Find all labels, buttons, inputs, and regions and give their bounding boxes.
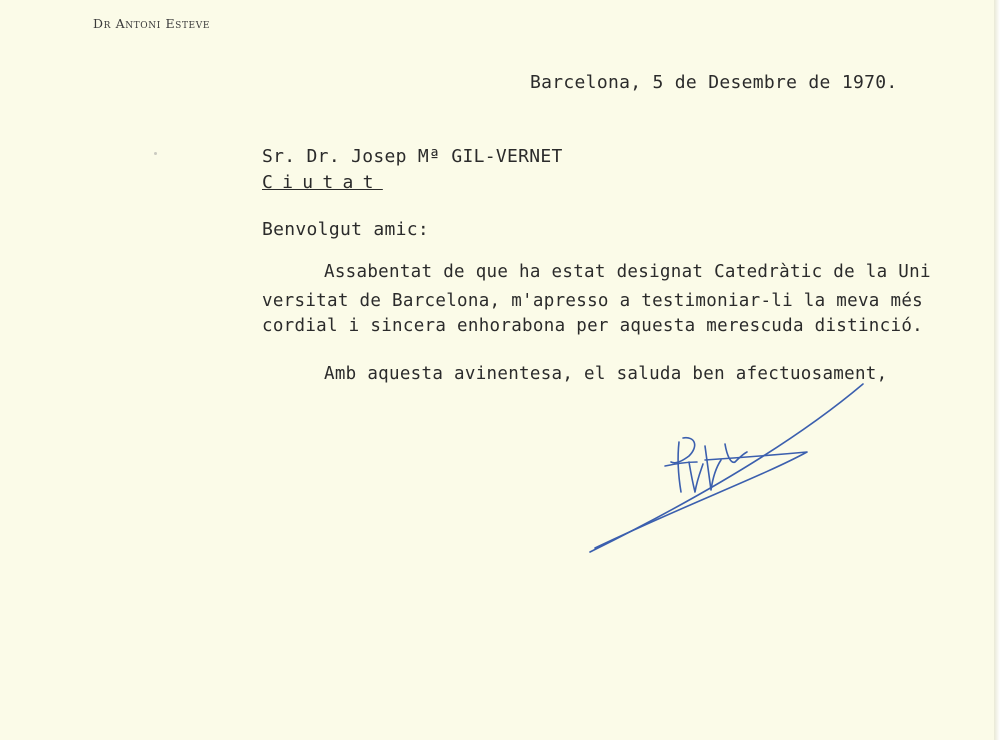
body-line-3: cordial i sincera enhorabona per aquesta merescuda distinció. — [262, 316, 923, 336]
body-line-2: versitat de Barcelona, m'apresso a testimoniar-li la meva més — [262, 291, 923, 311]
recipient-name: Sr. Dr. Josep Mª GIL-VERNET — [262, 146, 563, 167]
salutation: Benvolgut amic: — [262, 219, 430, 240]
letterhead: Dr Antoni Esteve — [93, 16, 210, 31]
letter-date: Barcelona, 5 de Desembre de 1970. — [530, 72, 898, 93]
recipient-city: Ciutat — [262, 172, 383, 193]
closing-line: Amb aquesta avinentesa, el saluda ben afectuosament, — [324, 364, 888, 384]
paper-speck — [154, 152, 157, 155]
handwritten-signature — [585, 380, 870, 560]
body-line-1: Assabentat de que ha estat designat Catedràtic de la Uni — [324, 262, 931, 282]
paper-edge — [994, 0, 1000, 740]
